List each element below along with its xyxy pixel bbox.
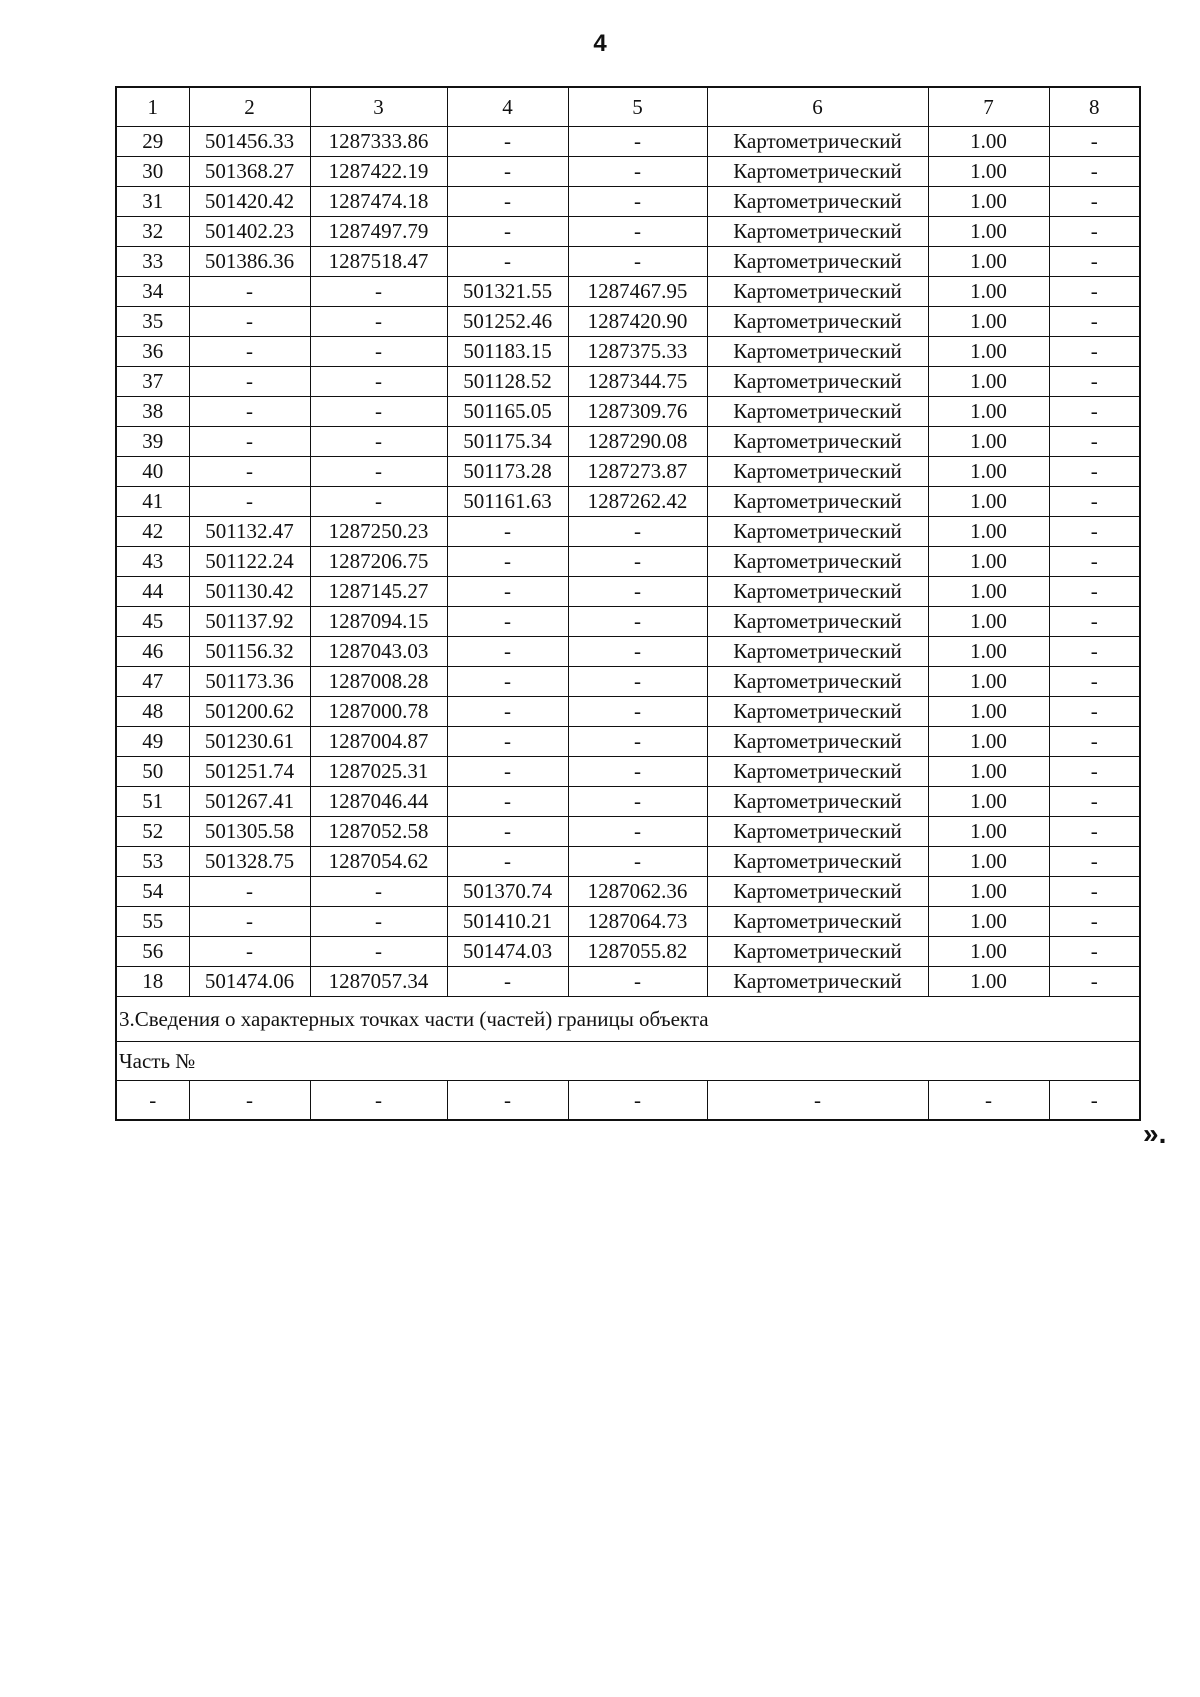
table-cell: 1.00: [928, 907, 1049, 937]
table-cell: -: [568, 247, 707, 277]
table-row: [116, 697, 1140, 727]
table-cell: -: [447, 847, 568, 877]
section-title: 3.Сведения о характерных точках части (частей) границы объекта: [116, 997, 1140, 1042]
table-cell: 501156.32: [189, 637, 310, 667]
table-cell: 501456.33: [189, 127, 310, 157]
table-cell: -: [1049, 697, 1140, 727]
table-cell: 1287062.36: [568, 877, 707, 907]
table-cell: 501252.46: [447, 307, 568, 337]
table-cell: 501230.61: [189, 727, 310, 757]
table-cell: -: [189, 937, 310, 967]
table-cell: -: [447, 127, 568, 157]
table-cell: -: [447, 757, 568, 787]
table-cell: -: [568, 187, 707, 217]
table-cell: -: [1049, 727, 1140, 757]
table-cell: Картометрический: [707, 517, 928, 547]
table-cell: 1287094.15: [310, 607, 447, 637]
table-cell: -: [447, 247, 568, 277]
table-cell: 1.00: [928, 397, 1049, 427]
table-row: [116, 967, 1140, 997]
table-cell: 1.00: [928, 607, 1049, 637]
table-row: [116, 427, 1140, 457]
table-cell: -: [1049, 277, 1140, 307]
table-cell: -: [310, 487, 447, 517]
header-cell: 3: [310, 87, 447, 127]
table-cell: 56: [116, 937, 189, 967]
table-cell: -: [310, 1081, 447, 1121]
table-cell: 1.00: [928, 757, 1049, 787]
table-cell: -: [1049, 307, 1140, 337]
header-cell: 8: [1049, 87, 1140, 127]
table-cell: 1.00: [928, 847, 1049, 877]
table-cell: -: [568, 727, 707, 757]
table-cell: -: [310, 397, 447, 427]
table-cell: -: [568, 127, 707, 157]
table-cell: -: [1049, 607, 1140, 637]
table-cell: 501128.52: [447, 367, 568, 397]
table-cell: 501410.21: [447, 907, 568, 937]
table-cell: 1287290.08: [568, 427, 707, 457]
table-row: [116, 877, 1140, 907]
table-cell: Картометрический: [707, 217, 928, 247]
table-cell: -: [310, 877, 447, 907]
table-cell: Картометрический: [707, 667, 928, 697]
table-cell: Картометрический: [707, 397, 928, 427]
table-cell: -: [1049, 187, 1140, 217]
table-cell: 36: [116, 337, 189, 367]
table-cell: -: [1049, 907, 1140, 937]
table-cell: 501368.27: [189, 157, 310, 187]
table-cell: -: [189, 307, 310, 337]
table-row: [116, 157, 1140, 187]
table-cell: 45: [116, 607, 189, 637]
table-cell: 501251.74: [189, 757, 310, 787]
table-row: [116, 277, 1140, 307]
table-cell: 501305.58: [189, 817, 310, 847]
table-cell: -: [928, 1081, 1049, 1121]
table-cell: 1.00: [928, 487, 1049, 517]
boundary-points-table: [115, 86, 1141, 1121]
table-cell: 501161.63: [447, 487, 568, 517]
table-cell: -: [1049, 247, 1140, 277]
table-cell: 52: [116, 817, 189, 847]
table-header-row: [116, 87, 1140, 127]
table-cell: -: [1049, 157, 1140, 187]
table-cell: Картометрический: [707, 607, 928, 637]
table-cell: 1.00: [928, 187, 1049, 217]
table-cell: -: [568, 967, 707, 997]
table-cell: -: [189, 457, 310, 487]
table-row: [116, 667, 1140, 697]
table-cell: -: [310, 457, 447, 487]
table-row: [116, 397, 1140, 427]
table-cell: 42: [116, 517, 189, 547]
table-cell: -: [189, 397, 310, 427]
table-cell: -: [310, 907, 447, 937]
table-cell: -: [447, 577, 568, 607]
table-cell: -: [447, 217, 568, 247]
header-cell: 7: [928, 87, 1049, 127]
table-cell: -: [1049, 367, 1140, 397]
table-cell: -: [447, 787, 568, 817]
table-cell: 1.00: [928, 967, 1049, 997]
table-row: [116, 457, 1140, 487]
table-cell: -: [1049, 817, 1140, 847]
table-cell: -: [310, 337, 447, 367]
table-cell: -: [310, 937, 447, 967]
table-cell: 501386.36: [189, 247, 310, 277]
table-cell: -: [189, 367, 310, 397]
table-cell: 34: [116, 277, 189, 307]
table-cell: -: [568, 637, 707, 667]
table-row: [116, 937, 1140, 967]
table-cell: 1287004.87: [310, 727, 447, 757]
table-cell: 46: [116, 637, 189, 667]
table-cell: -: [568, 577, 707, 607]
table-cell: 501474.03: [447, 937, 568, 967]
table-row: [116, 577, 1140, 607]
table-row: [116, 307, 1140, 337]
table-cell: Картометрический: [707, 637, 928, 667]
table-cell: 1287046.44: [310, 787, 447, 817]
table-cell: Картометрический: [707, 937, 928, 967]
closing-quote-mark: ».: [1143, 1118, 1167, 1149]
table-row: [116, 127, 1140, 157]
table-cell: 1287000.78: [310, 697, 447, 727]
table-row: [116, 637, 1140, 667]
table-cell: -: [189, 427, 310, 457]
table-cell: 501175.34: [447, 427, 568, 457]
table-cell: -: [447, 517, 568, 547]
table-cell: 54: [116, 877, 189, 907]
table-cell: -: [1049, 637, 1140, 667]
table-cell: 1.00: [928, 307, 1049, 337]
table-cell: -: [447, 727, 568, 757]
table-cell: 35: [116, 307, 189, 337]
table-cell: -: [447, 157, 568, 187]
table-cell: 49: [116, 727, 189, 757]
table-cell: 1287064.73: [568, 907, 707, 937]
table-cell: Картометрический: [707, 847, 928, 877]
table-cell: -: [447, 697, 568, 727]
section-title-row: [116, 997, 1140, 1042]
table-cell: -: [1049, 967, 1140, 997]
table-cell: -: [189, 1081, 310, 1121]
table-cell: -: [1049, 427, 1140, 457]
table-cell: -: [447, 667, 568, 697]
table-cell: -: [1049, 847, 1140, 877]
table-cell: 33: [116, 247, 189, 277]
table-cell: 501200.62: [189, 697, 310, 727]
table-cell: 501183.15: [447, 337, 568, 367]
table-cell: 1.00: [928, 937, 1049, 967]
table-cell: Картометрический: [707, 817, 928, 847]
table-cell: -: [447, 187, 568, 217]
table-cell: -: [568, 1081, 707, 1121]
table-cell: 1287309.76: [568, 397, 707, 427]
table-cell: -: [1049, 1081, 1140, 1121]
table-row: [116, 727, 1140, 757]
table-row: [116, 817, 1140, 847]
table-cell: 1.00: [928, 817, 1049, 847]
table-cell: -: [568, 787, 707, 817]
table-cell: -: [1049, 487, 1140, 517]
table-cell: -: [1049, 937, 1140, 967]
table-cell: -: [568, 607, 707, 637]
table-cell: -: [568, 817, 707, 847]
table-cell: Картометрический: [707, 337, 928, 367]
table-cell: -: [447, 607, 568, 637]
table-cell: -: [568, 547, 707, 577]
table-cell: 1.00: [928, 697, 1049, 727]
table-cell: -: [310, 367, 447, 397]
part-label-row: [116, 1042, 1140, 1081]
table-cell: 1287025.31: [310, 757, 447, 787]
table-cell: 1287250.23: [310, 517, 447, 547]
table-cell: 1287422.19: [310, 157, 447, 187]
table-cell: 501165.05: [447, 397, 568, 427]
table-row: [116, 247, 1140, 277]
table-cell: -: [1049, 757, 1140, 787]
table-cell: 1287497.79: [310, 217, 447, 247]
table-cell: 55: [116, 907, 189, 937]
table-cell: -: [447, 547, 568, 577]
table-cell: 1.00: [928, 337, 1049, 367]
table-cell: Картометрический: [707, 157, 928, 187]
table-cell: -: [568, 217, 707, 247]
table-cell: 501420.42: [189, 187, 310, 217]
table-cell: -: [568, 697, 707, 727]
table-cell: 1287206.75: [310, 547, 447, 577]
table-cell: 48: [116, 697, 189, 727]
table-cell: 501474.06: [189, 967, 310, 997]
table-cell: -: [1049, 217, 1140, 247]
table-row: [116, 217, 1140, 247]
table-cell: 1.00: [928, 667, 1049, 697]
table-cell: Картометрический: [707, 787, 928, 817]
table-cell: 1.00: [928, 427, 1049, 457]
table-cell: 1287467.95: [568, 277, 707, 307]
table-row: [116, 847, 1140, 877]
table-cell: 1.00: [928, 457, 1049, 487]
table-cell: 1.00: [928, 637, 1049, 667]
table-cell: 501328.75: [189, 847, 310, 877]
table-cell: -: [189, 487, 310, 517]
table-cell: 1.00: [928, 127, 1049, 157]
table-cell: -: [447, 637, 568, 667]
table-cell: -: [1049, 517, 1140, 547]
table-cell: 501173.28: [447, 457, 568, 487]
table-cell: Картометрический: [707, 697, 928, 727]
header-cell: 6: [707, 87, 928, 127]
table-cell: 501132.47: [189, 517, 310, 547]
table-cell: 1.00: [928, 217, 1049, 247]
table-cell: 1287420.90: [568, 307, 707, 337]
page-number: 4: [593, 30, 607, 57]
table-cell: -: [1049, 787, 1140, 817]
table-cell: 1.00: [928, 517, 1049, 547]
table-cell: 39: [116, 427, 189, 457]
table-cell: 1.00: [928, 577, 1049, 607]
table-cell: 50: [116, 757, 189, 787]
table-cell: 1.00: [928, 547, 1049, 577]
table-row: [116, 547, 1140, 577]
table-cell: Картометрический: [707, 187, 928, 217]
table-cell: 51: [116, 787, 189, 817]
table-cell: -: [189, 907, 310, 937]
table-cell: -: [1049, 397, 1140, 427]
table-cell: 53: [116, 847, 189, 877]
part-label: Часть №: [116, 1042, 1140, 1081]
table-cell: 1.00: [928, 877, 1049, 907]
table-cell: 1287008.28: [310, 667, 447, 697]
table-cell: 1287054.62: [310, 847, 447, 877]
table-cell: Картометрический: [707, 127, 928, 157]
table-row: [116, 367, 1140, 397]
table-cell: -: [568, 757, 707, 787]
table-cell: Картометрический: [707, 427, 928, 457]
table-cell: 1287057.34: [310, 967, 447, 997]
table-cell: Картометрический: [707, 547, 928, 577]
table-cell: Картометрический: [707, 727, 928, 757]
table-cell: 43: [116, 547, 189, 577]
table-row: [116, 187, 1140, 217]
table-cell: 1.00: [928, 157, 1049, 187]
table-cell: 1287333.86: [310, 127, 447, 157]
table-cell: Картометрический: [707, 877, 928, 907]
table-cell: 501137.92: [189, 607, 310, 637]
table-cell: -: [568, 667, 707, 697]
table-cell: -: [1049, 877, 1140, 907]
table-cell: 37: [116, 367, 189, 397]
table-cell: 501122.24: [189, 547, 310, 577]
table-cell: 1.00: [928, 787, 1049, 817]
header-cell: 1: [116, 87, 189, 127]
table-cell: -: [1049, 127, 1140, 157]
table-cell: 1287145.27: [310, 577, 447, 607]
table-cell: -: [568, 157, 707, 187]
table-row: [116, 517, 1140, 547]
table-cell: 1287474.18: [310, 187, 447, 217]
table-row: [116, 787, 1140, 817]
table-cell: -: [1049, 457, 1140, 487]
table-cell: -: [189, 337, 310, 367]
table-cell: Картометрический: [707, 757, 928, 787]
table-cell: 501130.42: [189, 577, 310, 607]
table-cell: -: [447, 967, 568, 997]
table-cell: Картометрический: [707, 967, 928, 997]
table-cell: Картометрический: [707, 277, 928, 307]
table-row: [116, 337, 1140, 367]
table-cell: -: [189, 877, 310, 907]
table-cell: Картометрический: [707, 577, 928, 607]
table-cell: Картометрический: [707, 457, 928, 487]
table-cell: Картометрический: [707, 247, 928, 277]
header-cell: 2: [189, 87, 310, 127]
table-cell: 1.00: [928, 247, 1049, 277]
table-cell: 1287262.42: [568, 487, 707, 517]
table-cell: -: [310, 427, 447, 457]
table-cell: 1287375.33: [568, 337, 707, 367]
table-cell: Картометрический: [707, 487, 928, 517]
table-cell: 38: [116, 397, 189, 427]
table-cell: -: [447, 1081, 568, 1121]
table-cell: Картометрический: [707, 307, 928, 337]
table-cell: -: [568, 517, 707, 547]
table-cell: 1287344.75: [568, 367, 707, 397]
table-cell: -: [1049, 337, 1140, 367]
table-cell: Картометрический: [707, 907, 928, 937]
table-cell: 47: [116, 667, 189, 697]
table-cell: 18: [116, 967, 189, 997]
table-cell: Картометрический: [707, 367, 928, 397]
table-cell: 40: [116, 457, 189, 487]
table-body: [116, 87, 1140, 1120]
table-cell: -: [310, 307, 447, 337]
table-cell: 32: [116, 217, 189, 247]
table-cell: 501402.23: [189, 217, 310, 247]
table-cell: -: [310, 277, 447, 307]
table-row: [116, 757, 1140, 787]
table-cell: -: [707, 1081, 928, 1121]
table-cell: -: [447, 817, 568, 847]
header-cell: 4: [447, 87, 568, 127]
table-cell: -: [1049, 667, 1140, 697]
empty-part-row: [116, 1081, 1140, 1121]
table-cell: -: [1049, 577, 1140, 607]
table-cell: 1287043.03: [310, 637, 447, 667]
table-row: [116, 907, 1140, 937]
table-cell: 1287055.82: [568, 937, 707, 967]
table-cell: 501173.36: [189, 667, 310, 697]
header-cell: 5: [568, 87, 707, 127]
table-cell: -: [189, 277, 310, 307]
table-cell: 501267.41: [189, 787, 310, 817]
table-cell: -: [116, 1081, 189, 1121]
table-cell: 31: [116, 187, 189, 217]
table-cell: -: [568, 847, 707, 877]
table-cell: 44: [116, 577, 189, 607]
table-cell: 1287273.87: [568, 457, 707, 487]
table-row: [116, 607, 1140, 637]
table-cell: 1.00: [928, 367, 1049, 397]
table-cell: 1287518.47: [310, 247, 447, 277]
table-cell: 29: [116, 127, 189, 157]
table-cell: 30: [116, 157, 189, 187]
table-row: [116, 487, 1140, 517]
table-cell: 41: [116, 487, 189, 517]
table-cell: 501370.74: [447, 877, 568, 907]
table-cell: -: [1049, 547, 1140, 577]
table-cell: 1287052.58: [310, 817, 447, 847]
table-cell: 1.00: [928, 727, 1049, 757]
table-cell: 1.00: [928, 277, 1049, 307]
table-cell: 501321.55: [447, 277, 568, 307]
